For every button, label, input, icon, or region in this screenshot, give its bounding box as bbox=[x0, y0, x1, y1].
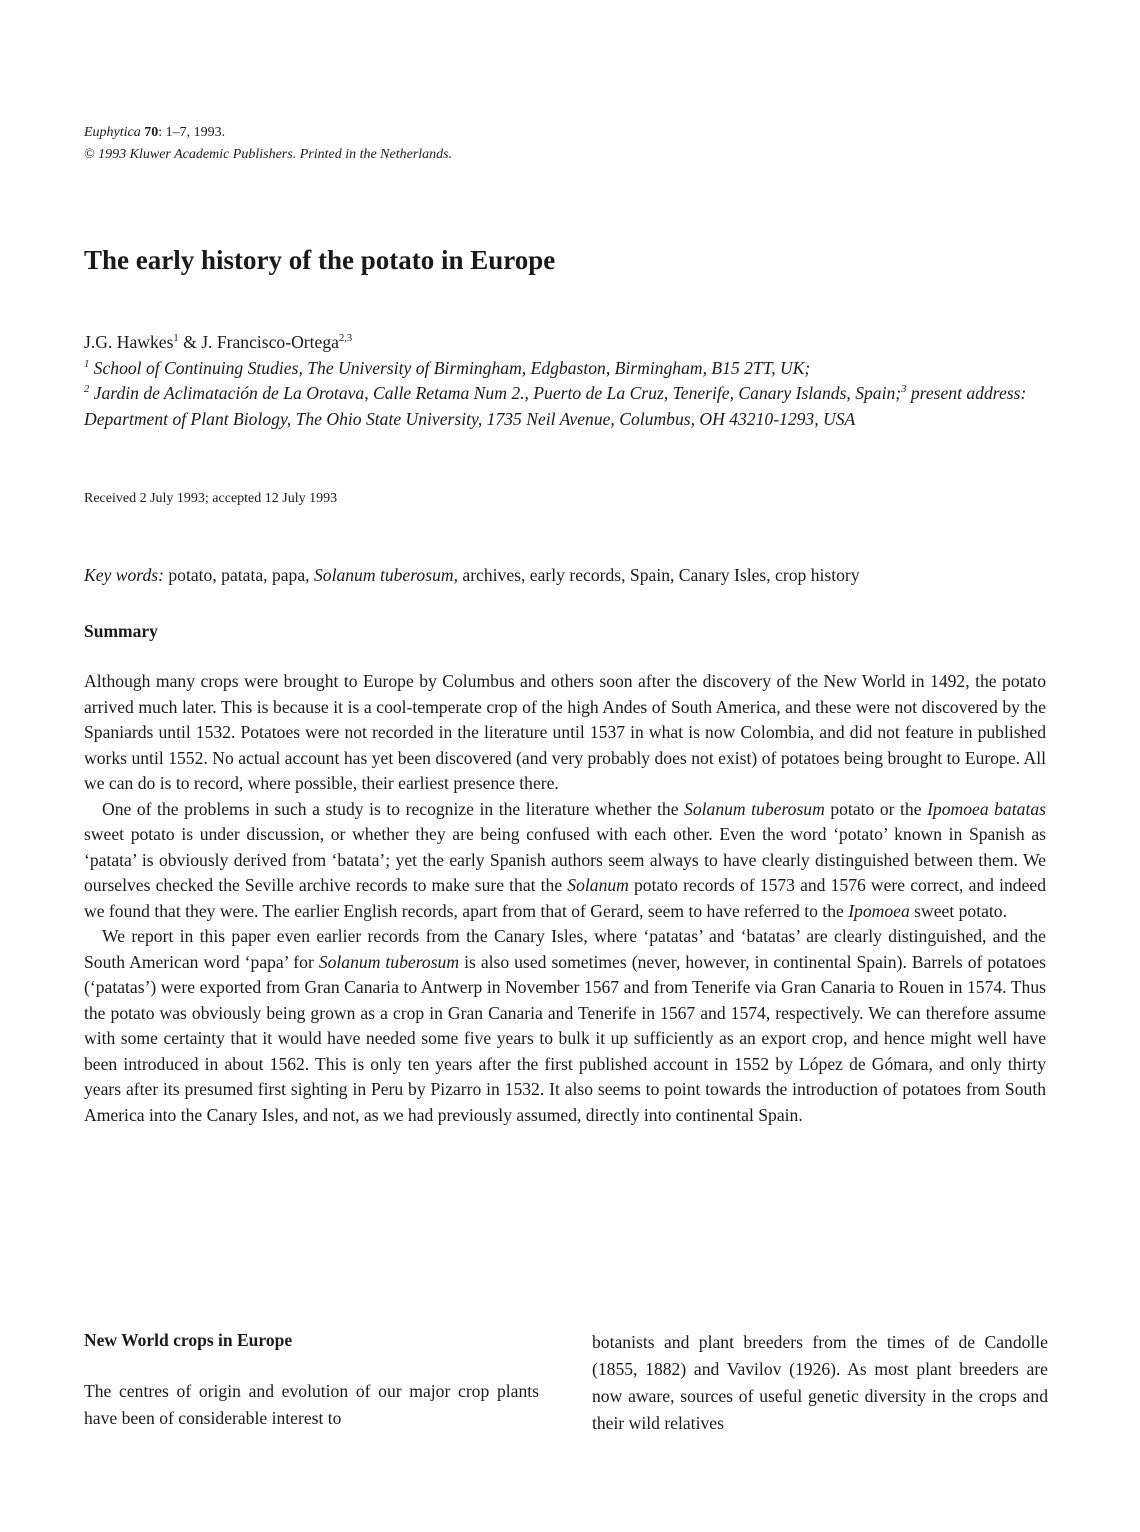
journal-citation bbox=[84, 122, 452, 144]
section-paragraph-right: botanists and plant breeders from the times of de Candolle (1855, 1882) and Vavilov (1926). As most plant breeders are now aware, sources of useful genetic diversity in the crops and their wild relatives bbox=[592, 1332, 1048, 1433]
journal-pages-year: : 1–7, 1993. bbox=[158, 125, 226, 140]
journal-name: Euphytica bbox=[84, 125, 141, 140]
keywords: Key words: potato, patata, papa, Solanum tuberosum, archives, early records, Spain, Canary Isles, crop history bbox=[84, 565, 860, 585]
left-column bbox=[84, 1328, 539, 1432]
affiliation-2-3: $^2$ Jardin de Aclimatación de La Orotava, Calle Retama Num 2., Puerto de La Cruz, Tenerife, Canary Islands, Spain;$^3$ present address: Department of Plant Biology, The Ohio State University, 1735 Neil Avenue, Columbus, OH 43210-1293, USA bbox=[84, 383, 1027, 429]
received-dates: Received 2 July 1993; accepted 12 July 1993 bbox=[84, 491, 338, 506]
summary-body bbox=[84, 669, 1046, 1128]
author-block bbox=[84, 330, 1049, 432]
journal-copyright: © 1993 Kluwer Academic Publishers. Printed in the Netherlands. bbox=[84, 147, 453, 162]
summary-heading: Summary bbox=[84, 621, 158, 641]
author-names: J.G. Hawkes$^1$ & J. Francisco-Ortega$^{2,3}$ bbox=[84, 332, 353, 352]
section-heading: New World crops in Europe bbox=[84, 1330, 293, 1350]
section-paragraph-left: The centres of origin and evolution of our major crop plants have been of considerable interest to bbox=[84, 1381, 539, 1428]
journal-volume: 70 bbox=[144, 125, 159, 140]
summary-paragraph-1: Although many crops were brought to Europe by Columbus and others soon after the discovery of the New World in 1492, the potato arrived much later. This is because it is a cool-temperate crop of the high Andes of South America, and these were not discovered by the Spaniards until 1532. Potatoes were not recorded in the literature until 1537 in what is now Colombia, and did not feature in published works until 1552. No actual account has yet been discovered (and very probably does not exist) of potatoes being brought to Europe. All we can do is to record, where possible, their earliest presence there. bbox=[84, 671, 1046, 793]
affiliation-1: $^1$ School of Continuing Studies, The University of Birmingham, Edgbaston, Birmingham, B15 2TT, UK; bbox=[84, 357, 811, 378]
article-title: The early history of the potato in Europe bbox=[84, 245, 556, 275]
journal-header bbox=[84, 122, 452, 166]
summary-paragraph-3: We report in this paper even earlier records from the Canary Isles, where ‘patatas’ and ‘batatas’ are clearly distinguished, and the South American word ‘papa’ for Solanum tuberosum is also used sometimes (never, however, in continental Spain). Barrels of potatoes (‘patatas’) were exported from Gran Canaria to Antwerp in November 1567 and from Tenerife via Gran Canaria to Rouen in 1574. Thus the potato was obviously being grown as a crop in Gran Canaria and Tenerife in 1567 and 1574, respectively. We can therefore assume with some certainty that it would have needed some five years to bulk it up sufficiently as an export crop, and hence might well have been introduced in about 1562. This is only ten years after the first published account in 1552 by López de Gómara, and only thirty years after its presumed first sighting in Peru by Pizarro in 1532. It also seems to point towards the introduction of potatoes from South America into the Canary Isles, and not, as we had previously assumed, directly into continental Spain. bbox=[84, 926, 1046, 1125]
summary-paragraph-2: One of the problems in such a study is to recognize in the literature whether the Solanum tuberosum potato or the Ipomoea batatas sweet potato is under discussion, or whether they are being confused with each other. Even the word ‘potato’ known in Spanish as ‘patata’ is obviously derived from ‘batata’; yet the early Spanish authors seem always to have clearly distinguished between them. We ourselves checked the Seville archive records to make sure that the Solanum potato records of 1573 and 1576 were correct, and indeed we found that they were. The earlier English records, apart from that of Gerard, seem to have referred to the Ipomoea sweet potato. bbox=[84, 798, 1046, 921]
right-column bbox=[592, 1329, 1048, 1437]
